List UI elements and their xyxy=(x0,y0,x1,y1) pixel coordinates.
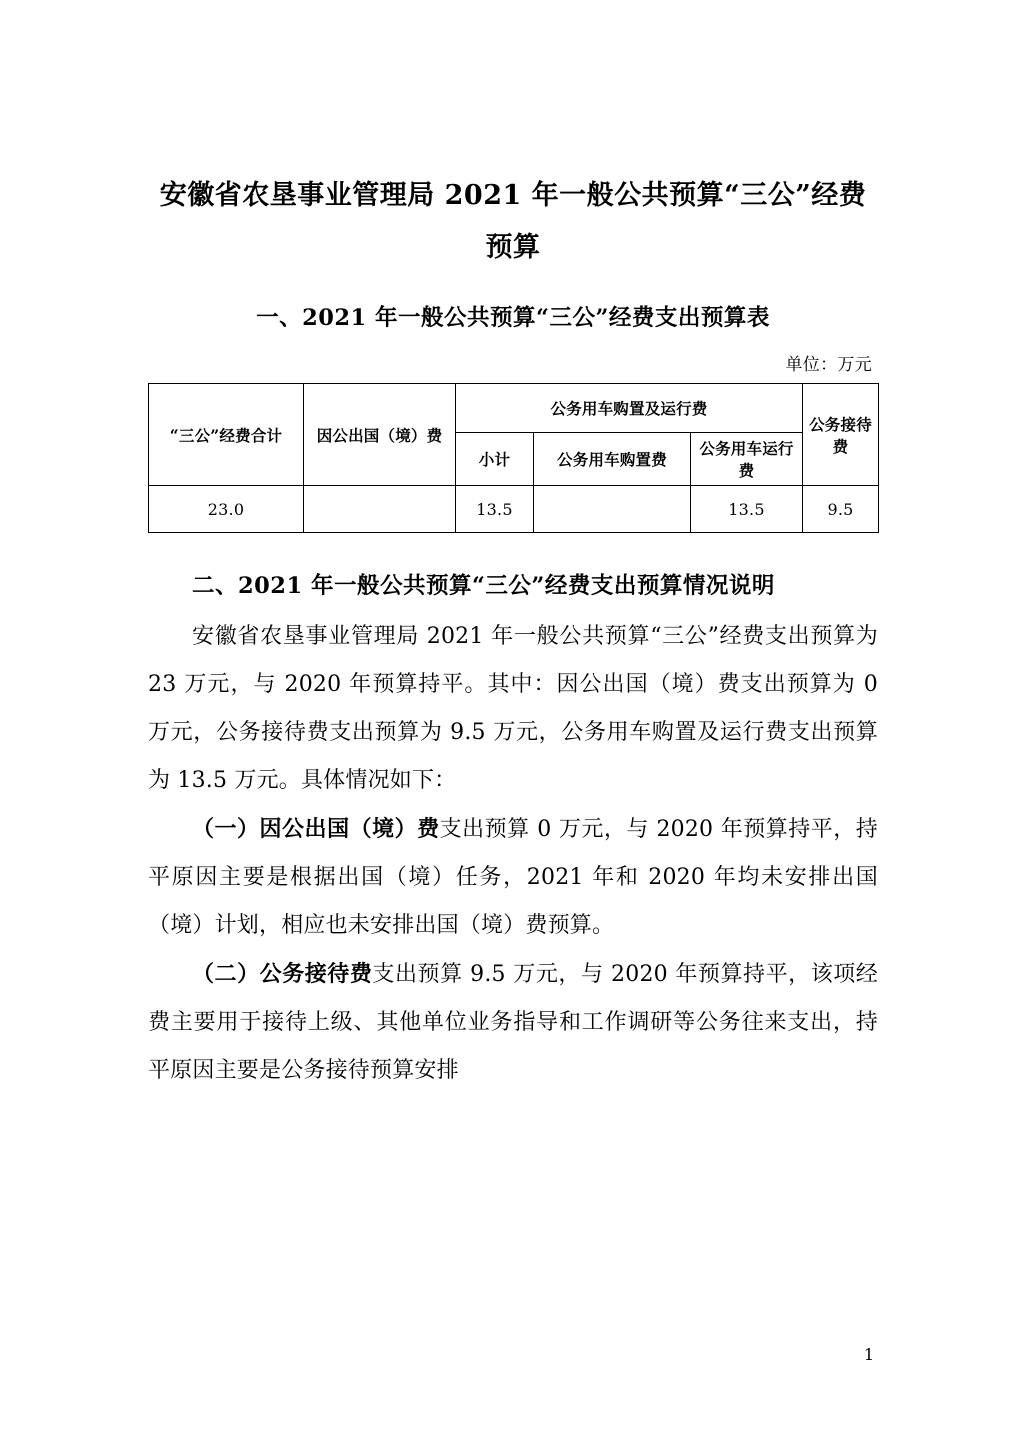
page-title: 安徽省农垦事业管理局 2021 年一般公共预算“三公”经费预算 xyxy=(159,180,867,263)
cell-vehicle-subtotal: 13.5 xyxy=(456,486,534,533)
header-abroad: 因公出国（境）费 xyxy=(304,384,456,486)
header-total: “三公”经费合计 xyxy=(149,384,304,486)
header-vehicle-group: 公务用车购置及运行费 xyxy=(456,384,803,433)
table-header-row-1 xyxy=(149,384,879,433)
header-vehicle-subtotal: 小计 xyxy=(456,433,534,486)
cell-vehicle-operation: 13.5 xyxy=(691,486,803,533)
page-number: 1 xyxy=(863,1345,874,1364)
document-body xyxy=(148,170,878,1095)
cell-vehicle-purchase xyxy=(534,486,691,533)
section-heading-one: 一、2021 年一般公共预算“三公”经费支出预算表 xyxy=(256,305,770,331)
header-vehicle-purchase: 公务用车购置费 xyxy=(534,433,691,486)
cell-abroad xyxy=(304,486,456,533)
budget-table xyxy=(148,383,879,533)
paragraph-label: （二）公务接待费 xyxy=(192,961,373,987)
paragraph-reception: （二）公务接待费支出预算 9.5 万元，与 2020 年预算持平，该项经费主要用于接待上级、其他单位业务指导和工作调研等公务往来支出，持平原因主要是公务接待预算安排 xyxy=(148,961,878,1083)
paragraph-label: （一）因公出国（境）费 xyxy=(192,816,440,842)
section-heading-two: 二、2021 年一般公共预算“三公”经费支出预算情况说明 xyxy=(192,573,775,599)
header-reception: 公务接待费 xyxy=(803,384,879,486)
table-row xyxy=(149,486,879,533)
paragraph-overview: 安徽省农垦事业管理局 2021 年一般公共预算“三公”经费支出预算为 23 万元，与 2020 年预算持平。其中：因公出国（境）费支出预算为 0 万元，公务接待费支出预算为 9.5 万元，公务用车购置及运行费支出预算为 13.5 万元。具体情况如下： xyxy=(148,624,878,793)
cell-total: 23.0 xyxy=(149,486,304,533)
header-vehicle-operation: 公务用车运行费 xyxy=(691,433,803,486)
cell-reception: 9.5 xyxy=(803,486,879,533)
table-unit-note: 单位：万元 xyxy=(785,355,872,375)
paragraph-abroad: （一）因公出国（境）费支出预算 0 万元，与 2020 年预算持平，持平原因主要是根据出国（境）任务，2021 年和 2020 年均未安排出国（境）计划，相应也未安排出国（境）费预算。 xyxy=(148,816,879,938)
